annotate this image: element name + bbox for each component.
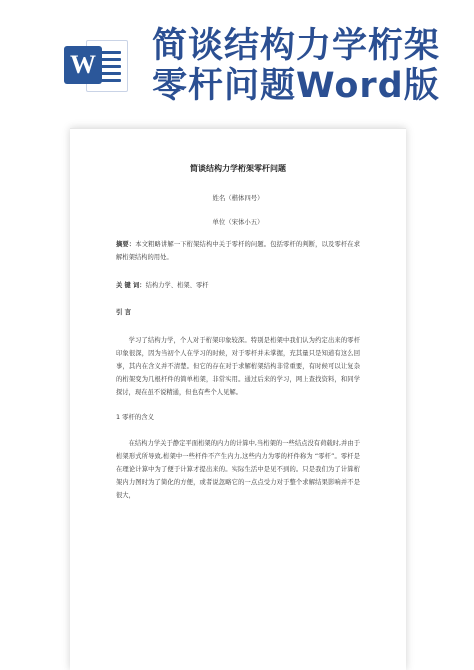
banner-title-line1: 简谈结构力学桁架 xyxy=(152,26,441,66)
keywords xyxy=(116,279,360,292)
section1-paragraph: 在结构力学关于静定平面桁架的内力的计算中,当桁架的一些结点没有荷载时,并由于桁架形式所导致,桁架中一些杆件不产生内力,这些内力为零的杆件称为 “零杆”。零杆是在理论计算中为了便于计算才提出来的。实际生活中是见不到的。只是我们为了计算桁架内力图时为了简化的方便，或者说忽略它的一点点受力对于整个求解结果影响并不是很大， xyxy=(116,440,360,499)
banner-title-line2: 零杆问题Word版 xyxy=(152,66,440,106)
intro-heading: 引 言 xyxy=(116,308,132,316)
abstract xyxy=(116,238,360,264)
banner-title xyxy=(152,26,468,106)
intro-paragraph: 学习了结构力学，个人对于桁架印象较深。特别是桁架中我们认为约定出来的零杆印象很深，因为当初个人在学习的时候，对于零杆并未掌握，充其量只是知道有这么回事，其内在含义并不清楚。但它的存在对于求解桁架结构非常重要，有时候可以让复杂的桁架变为几根杆件的简单桁架，非常实用。通过后来的学习，网上查找资料，和同学探讨，现在虽不说精通，但也有些个人见解。 xyxy=(116,337,360,396)
keywords-label: 关 键 词： xyxy=(116,282,146,289)
unit-line: 单位（宋体小五） xyxy=(212,218,264,226)
abstract-label: 摘要： xyxy=(116,241,136,248)
banner xyxy=(0,0,474,118)
keywords-text: 结构力学、桁架、零杆 xyxy=(145,282,209,289)
abstract-text: 本文粗略讲解一下桁架结构中关于零杆的问题。包括零杆的判断，以及零杆在求解桁架结构的用处。 xyxy=(116,241,361,261)
document-page xyxy=(70,128,406,670)
author-line: 姓名（楷体四号） xyxy=(212,194,264,202)
word-logo-icon xyxy=(64,34,128,96)
word-badge: W xyxy=(64,46,102,84)
section1-heading: 1 零杆的含义 xyxy=(116,413,155,421)
document-title: 简谈结构力学桁架零杆问题 xyxy=(190,164,286,173)
